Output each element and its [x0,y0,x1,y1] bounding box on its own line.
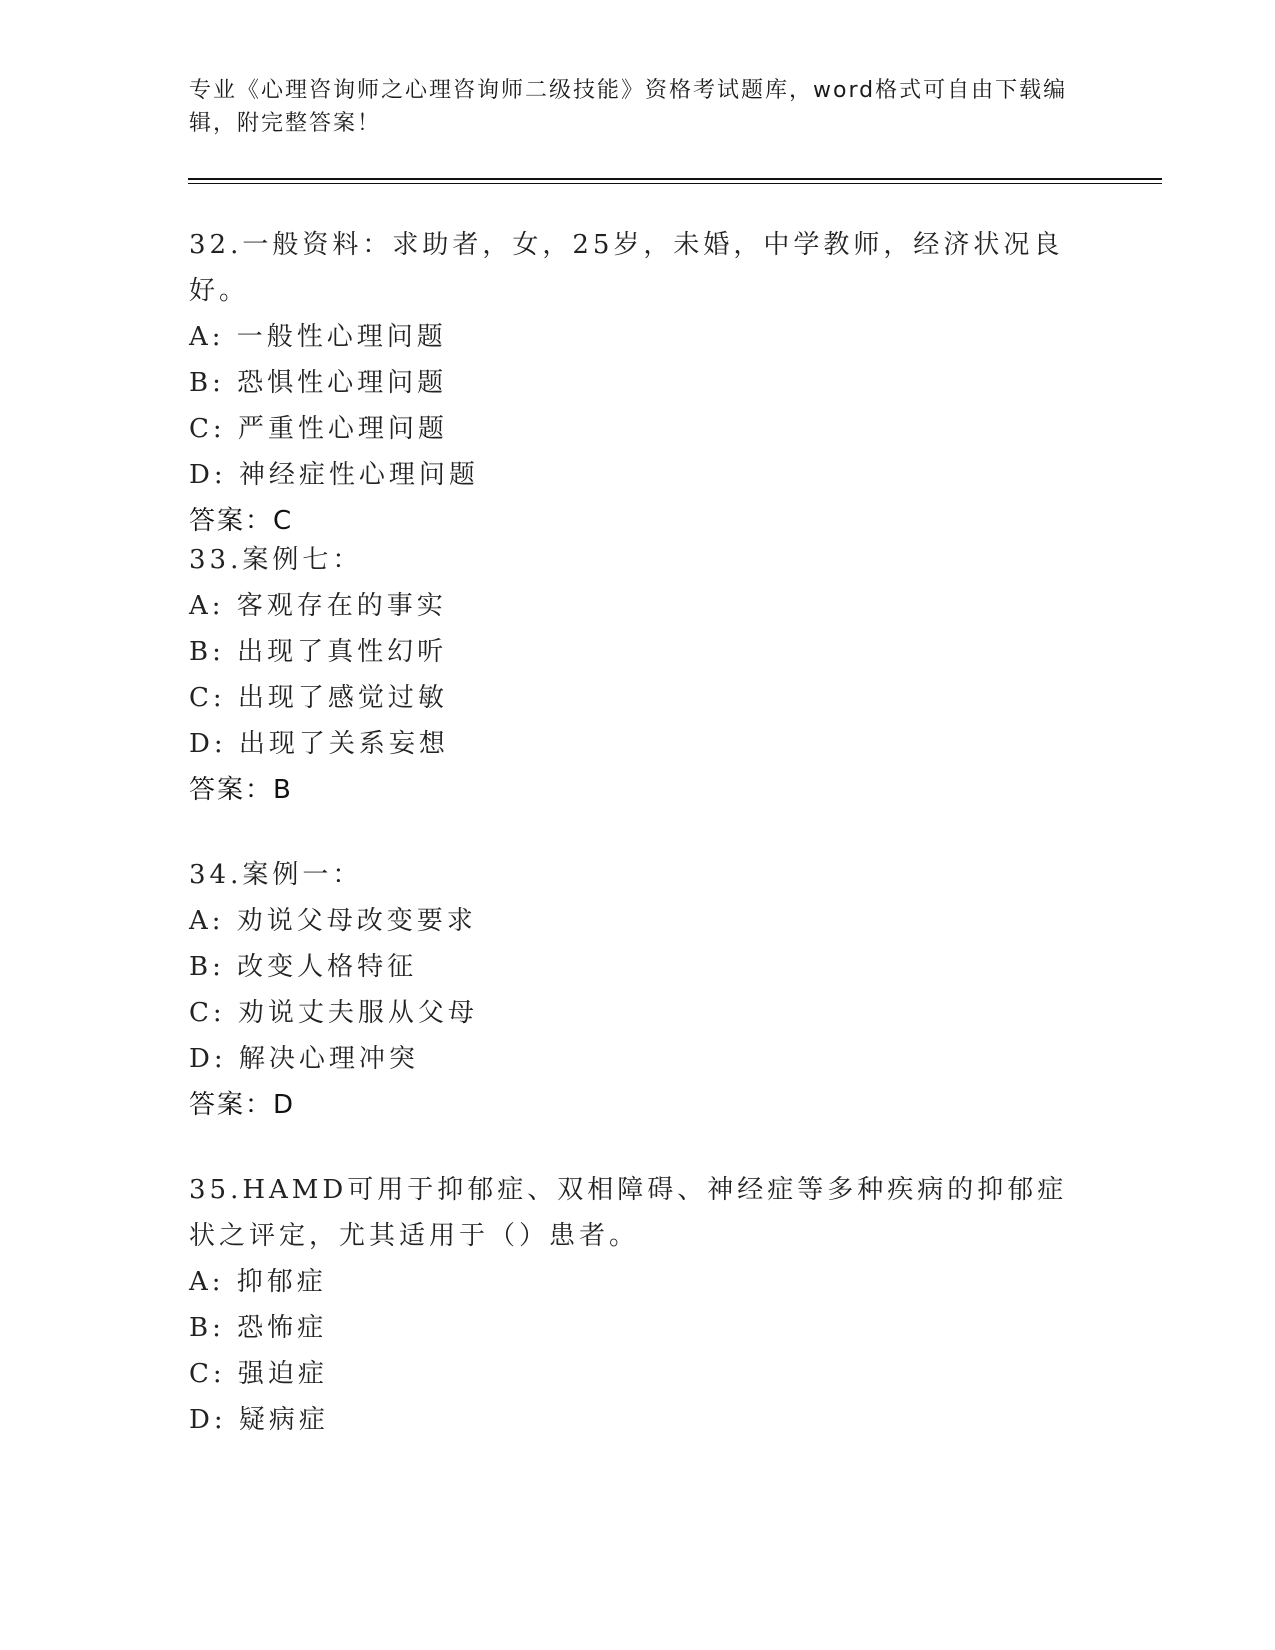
question-stem: 35.HAMD可用于抑郁症、双相障碍、神经症等多种疾病的抑郁症状之评定，尤其适用于（）患者。 [189,1175,1068,1251]
document-header: 专业《心理咨询师之心理咨询师二级技能》资格考试题库，word格式可自由下载编辑，附完整答案！ [189,78,1068,136]
answer: 答案：B [189,775,293,805]
option-c: C: 劝说丈夫服从父母 [189,998,478,1028]
question-35 [189,1167,1089,1443]
option-b: B: 出现了真性幻听 [189,637,448,667]
option-b: B: 恐惧性心理问题 [189,368,448,398]
option-d: D: 出现了关系妄想 [189,729,449,759]
question-32 [189,222,1089,544]
question-stem: 34.案例一： [189,860,363,890]
option-c: C: 强迫症 [189,1359,328,1389]
header-divider-thick [188,178,1162,180]
answer: 答案：C [189,506,294,536]
option-b: B: 改变人格特征 [189,952,418,982]
option-a: A: 劝说父母改变要求 [189,906,477,936]
answer: 答案：D [189,1090,296,1120]
question-stem: 33.案例七： [189,545,363,575]
option-a: A: 客观存在的事实 [189,591,447,621]
header-divider-thin [188,183,1162,184]
option-d: D: 神经症性心理问题 [189,460,479,490]
option-c: C: 出现了感觉过敏 [189,683,448,713]
option-d: D: 疑病症 [189,1405,329,1435]
option-b: B: 恐怖症 [189,1313,328,1343]
option-a: A: 一般性心理问题 [189,322,447,352]
question-33 [189,537,1089,813]
option-d: D: 解决心理冲突 [189,1044,419,1074]
question-34 [189,852,1089,1128]
option-c: C: 严重性心理问题 [189,414,448,444]
option-a: A: 抑郁症 [189,1267,327,1297]
question-stem: 32.一般资料：求助者，女，25岁，未婚，中学教师，经济状况良好。 [189,230,1064,306]
